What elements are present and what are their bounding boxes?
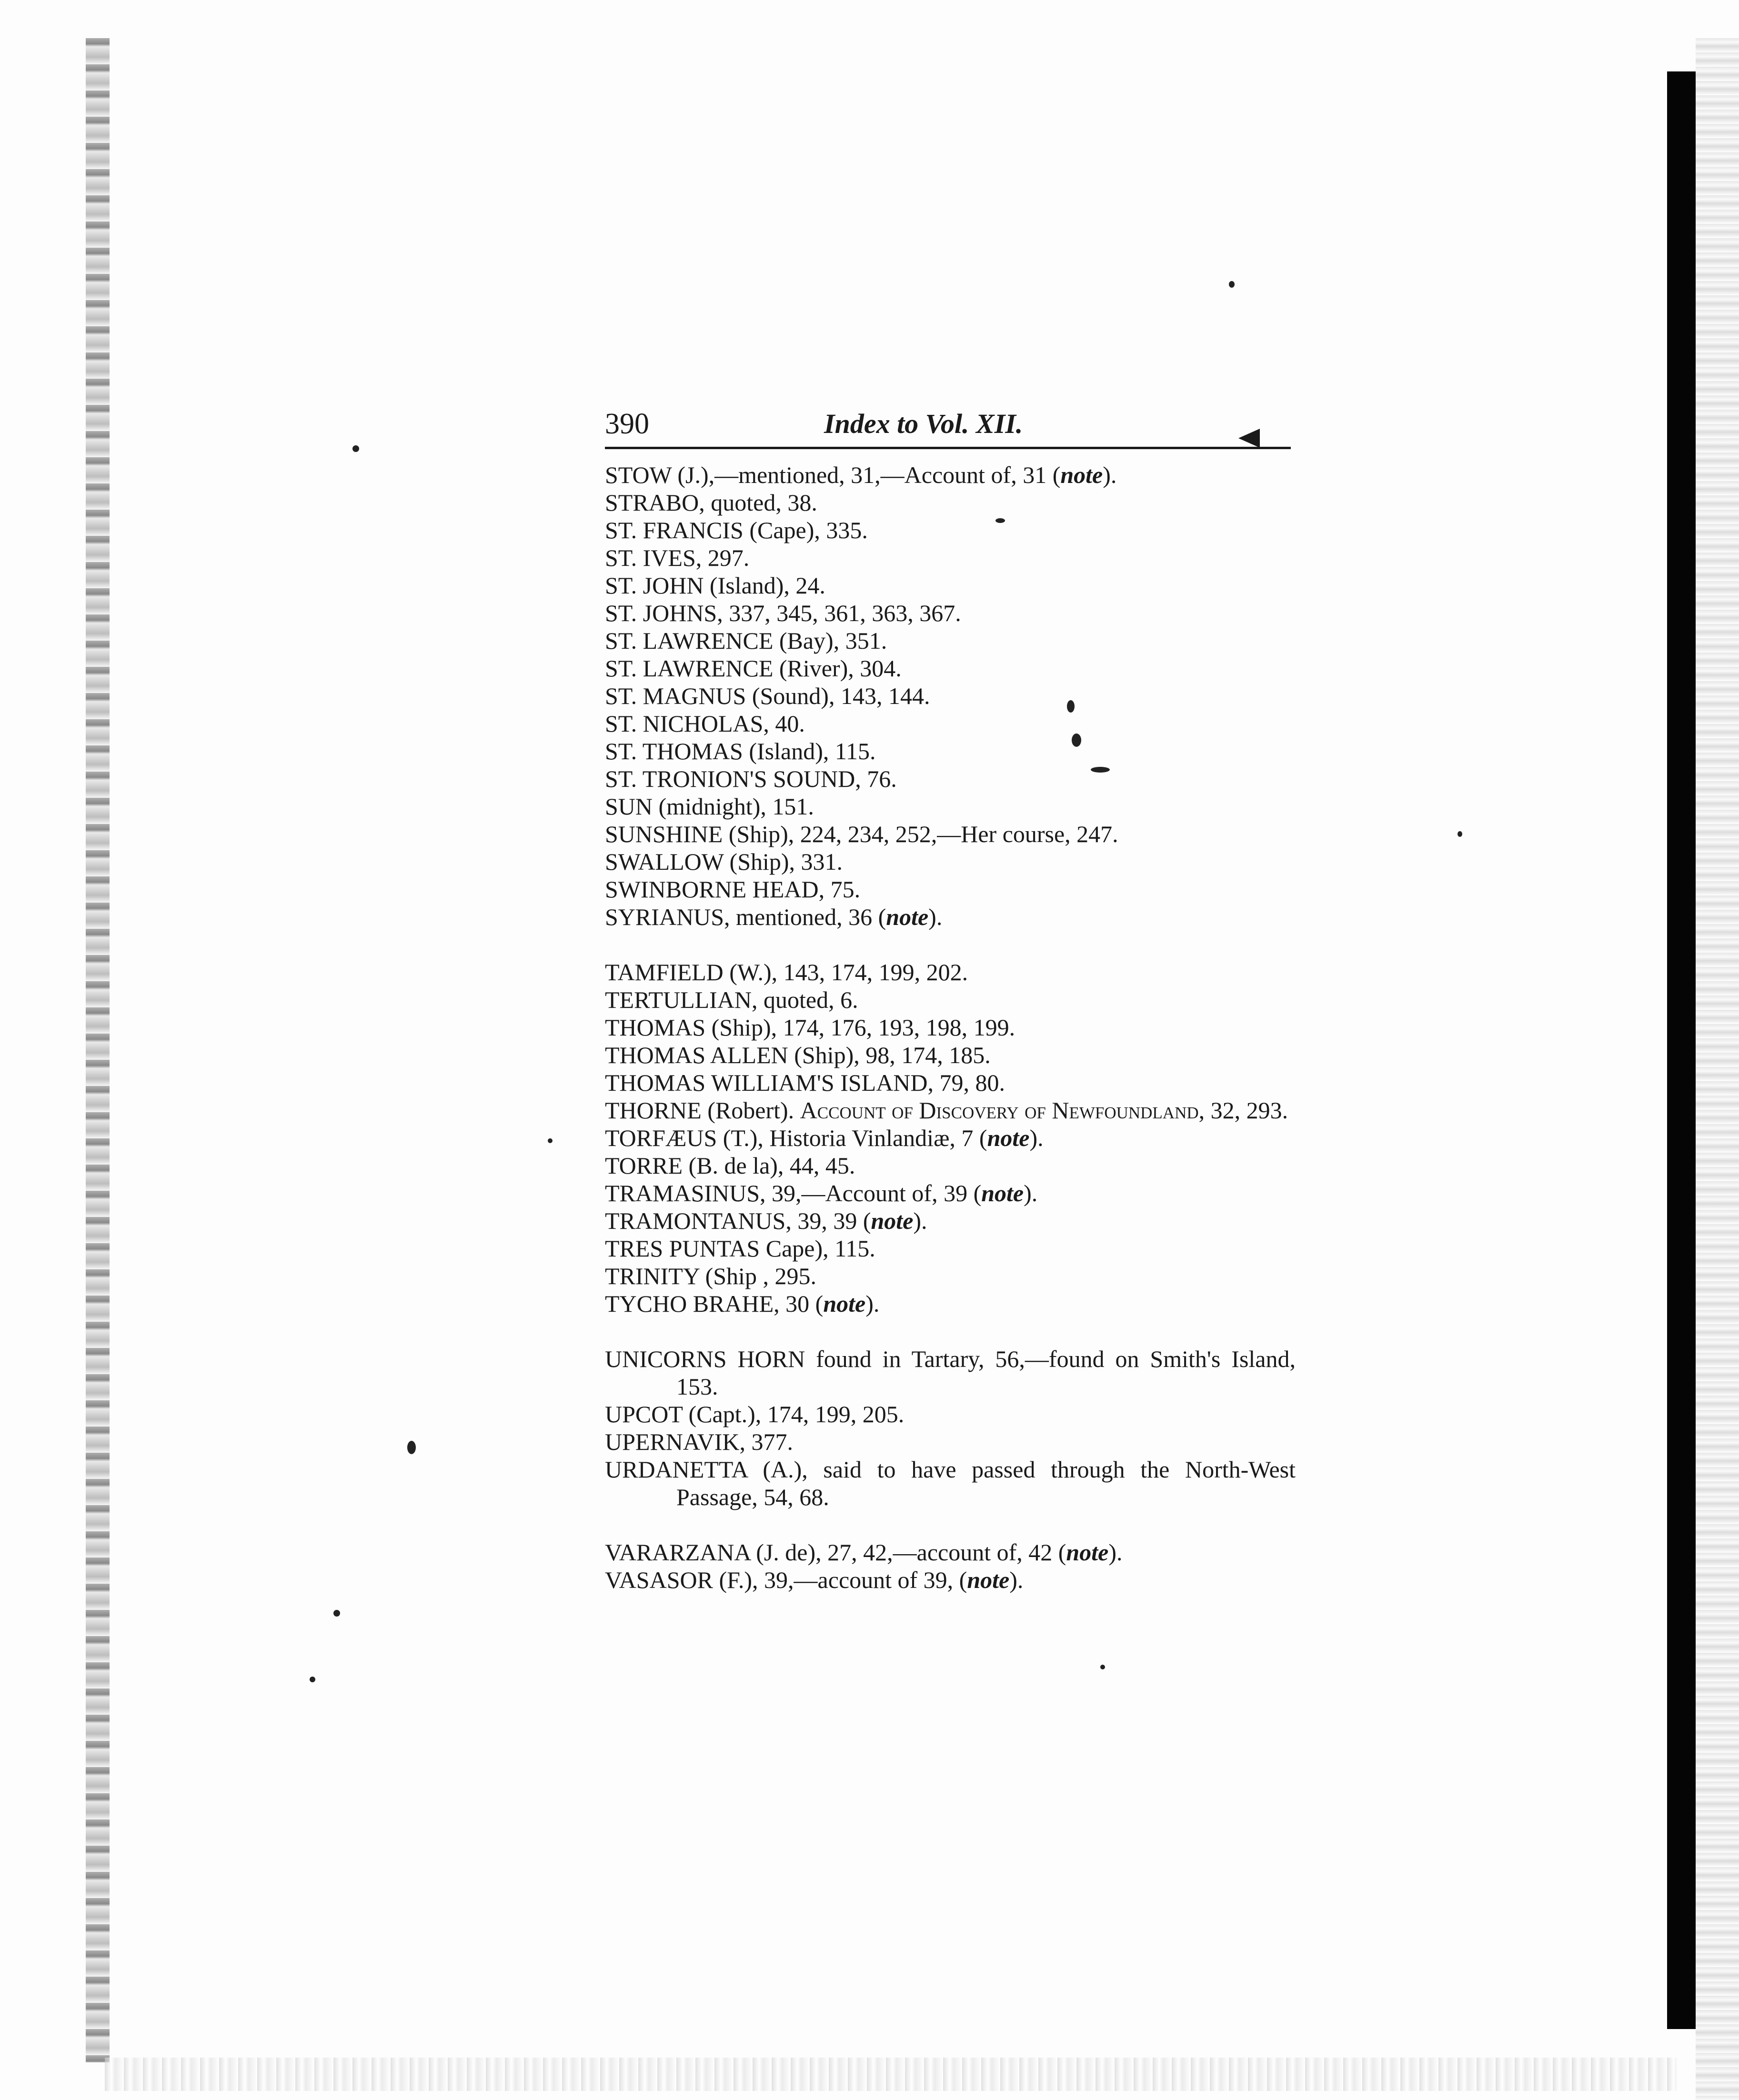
- entry-text: TORFÆUS (T.), Historia Vinlandiæ, 7 (: [605, 1125, 987, 1151]
- index-entry: [605, 1124, 1296, 1152]
- entry-text: ).: [913, 1207, 927, 1234]
- entry-text: VASASOR (F.), 39,—account of 39, (: [605, 1567, 967, 1593]
- entry-text: THOMAS ALLEN (Ship), 98, 174, 185.: [605, 1042, 991, 1068]
- entry-text: ST. TRONION'S SOUND, 76.: [605, 765, 897, 792]
- entry-text: ).: [1029, 1125, 1044, 1151]
- scan-speck: [333, 1610, 340, 1617]
- entry-text: THOMAS (Ship), 174, 176, 193, 198, 199.: [605, 1014, 1015, 1041]
- index-entry: [605, 1179, 1296, 1207]
- entry-text: ST. NICHOLAS, 40.: [605, 710, 805, 737]
- entry-text: ST. JOHNS, 337, 345, 361, 363, 367.: [605, 600, 961, 626]
- page-number: 390: [605, 408, 649, 440]
- scan-speck: [1458, 831, 1462, 837]
- entry-text: TRAMONTANUS, 39, 39 (: [605, 1207, 871, 1234]
- index-entry: [605, 516, 1296, 544]
- index-entry: [605, 1428, 1296, 1456]
- index-entry: [605, 1290, 1296, 1317]
- entry-text: ).: [1009, 1567, 1024, 1593]
- index-list: [605, 461, 1296, 1621]
- running-title: Index to Vol. XII.: [824, 408, 1023, 439]
- entry-text: SYRIANUS, mentioned, 36 (: [605, 904, 886, 930]
- entry-text: ST. FRANCIS (Cape), 335.: [605, 517, 868, 543]
- note-marker: note: [981, 1180, 1024, 1206]
- index-entry: [605, 958, 1296, 986]
- entry-text: ST. JOHN (Island), 24.: [605, 572, 825, 599]
- entry-text: ST. LAWRENCE (River), 304.: [605, 655, 902, 682]
- index-entry: [605, 903, 1296, 931]
- index-entry: [605, 710, 1296, 737]
- entry-text: TERTULLIAN, quoted, 6.: [605, 986, 858, 1013]
- index-letter-group: [605, 1538, 1296, 1594]
- page-header: [605, 402, 1291, 448]
- entry-text: ST. LAWRENCE (Bay), 351.: [605, 627, 887, 654]
- index-entry: [605, 1566, 1296, 1594]
- entry-text: TORRE (B. de la), 44, 45.: [605, 1152, 855, 1179]
- note-marker: note: [987, 1125, 1030, 1151]
- index-entry: [605, 986, 1296, 1014]
- index-entry: [605, 875, 1296, 903]
- entry-text: UPERNAVIK, 377.: [605, 1428, 793, 1455]
- index-entry: [605, 1400, 1296, 1428]
- scan-speck: [1229, 281, 1235, 288]
- entry-text: URDANETTA (A.), said to have passed through the North-West Passage, 54, 68.: [605, 1456, 1296, 1510]
- index-entry: [605, 1207, 1296, 1235]
- index-entry: [605, 1041, 1296, 1069]
- title-small-caps: Account of Discovery of Newfoundland: [800, 1097, 1199, 1124]
- scan-left-edge: [86, 38, 110, 2062]
- entry-text: STRABO, quoted, 38.: [605, 489, 817, 516]
- entry-text: STOW (J.),—mentioned, 31,—Account of, 31 (: [605, 462, 1061, 488]
- entry-text: ST. THOMAS (Island), 115.: [605, 738, 876, 764]
- index-entry: [605, 1014, 1296, 1041]
- index-entry: [605, 1538, 1296, 1566]
- entry-text: ST. MAGNUS (Sound), 143, 144.: [605, 683, 930, 709]
- entry-text: ).: [928, 904, 943, 930]
- index-entry: [605, 654, 1296, 682]
- index-entry: [605, 461, 1296, 489]
- index-letter-group: [605, 958, 1296, 1317]
- header-rule: [605, 447, 1291, 449]
- index-letter-group: [605, 461, 1296, 931]
- index-entry: [605, 1096, 1296, 1124]
- index-entry: [605, 599, 1296, 627]
- note-marker: note: [886, 904, 929, 930]
- entry-text: UNICORNS HORN found in Tartary, 56,—found on Smith's Island, 153.: [605, 1346, 1296, 1400]
- index-entry: [605, 793, 1296, 820]
- index-entry: [605, 489, 1296, 516]
- scan-speck: [310, 1677, 315, 1682]
- index-entry: [605, 848, 1296, 875]
- entry-text: ).: [865, 1290, 880, 1317]
- index-entry: [605, 737, 1296, 765]
- index-entry: [605, 544, 1296, 572]
- index-entry: [605, 682, 1296, 710]
- index-entry: [605, 1345, 1296, 1400]
- entry-text: TRAMASINUS, 39,—Account of, 39 (: [605, 1180, 982, 1206]
- entry-text: TYCHO BRAHE, 30 (: [605, 1290, 824, 1317]
- entry-text: TAMFIELD (W.), 143, 174, 199, 202.: [605, 959, 968, 985]
- index-entry: [605, 1262, 1296, 1290]
- scan-speck: [548, 1138, 553, 1143]
- entry-text: , 32, 293.: [1198, 1097, 1288, 1124]
- index-entry: [605, 1235, 1296, 1262]
- index-entry: [605, 1456, 1296, 1511]
- entry-text: UPCOT (Capt.), 174, 199, 205.: [605, 1401, 905, 1427]
- index-entry: [605, 572, 1296, 599]
- note-marker: note: [871, 1207, 914, 1234]
- entry-text: ).: [1024, 1180, 1038, 1206]
- entry-text: SWINBORNE HEAD, 75.: [605, 876, 861, 903]
- index-entry: [605, 1069, 1296, 1096]
- index-entry: [605, 820, 1296, 848]
- note-marker: note: [1066, 1539, 1109, 1566]
- note-marker: note: [967, 1567, 1010, 1593]
- entry-text: VARARZANA (J. de), 27, 42,—account of, 42 (: [605, 1539, 1066, 1566]
- entry-text: TRINITY (Ship , 295.: [605, 1263, 816, 1289]
- pointer-icon: [1238, 429, 1260, 448]
- index-entry: [605, 627, 1296, 654]
- scan-speck: [407, 1441, 416, 1454]
- note-marker: note: [1060, 462, 1103, 488]
- entry-text: THORNE (Robert).: [605, 1097, 800, 1124]
- index-letter-group: [605, 1345, 1296, 1511]
- entry-text: SUN (midnight), 151.: [605, 793, 814, 820]
- entry-text: ).: [1103, 462, 1117, 488]
- entry-text: THOMAS WILLIAM'S ISLAND, 79, 80.: [605, 1069, 1005, 1096]
- scan-right-noise: [1696, 38, 1739, 2100]
- note-marker: note: [823, 1290, 866, 1317]
- index-entry: [605, 765, 1296, 793]
- scan-speck: [352, 445, 359, 452]
- scan-right-border: [1667, 71, 1696, 2029]
- scan-speck: [1100, 1665, 1105, 1669]
- entry-text: SUNSHINE (Ship), 224, 234, 252,—Her course, 247.: [605, 821, 1118, 847]
- entry-text: ).: [1108, 1539, 1123, 1566]
- scan-bottom-noise: [105, 2058, 1677, 2091]
- entry-text: ST. IVES, 297.: [605, 544, 750, 571]
- entry-text: SWALLOW (Ship), 331.: [605, 848, 843, 875]
- entry-text: TRES PUNTAS Cape), 115.: [605, 1235, 875, 1262]
- index-entry: [605, 1152, 1296, 1179]
